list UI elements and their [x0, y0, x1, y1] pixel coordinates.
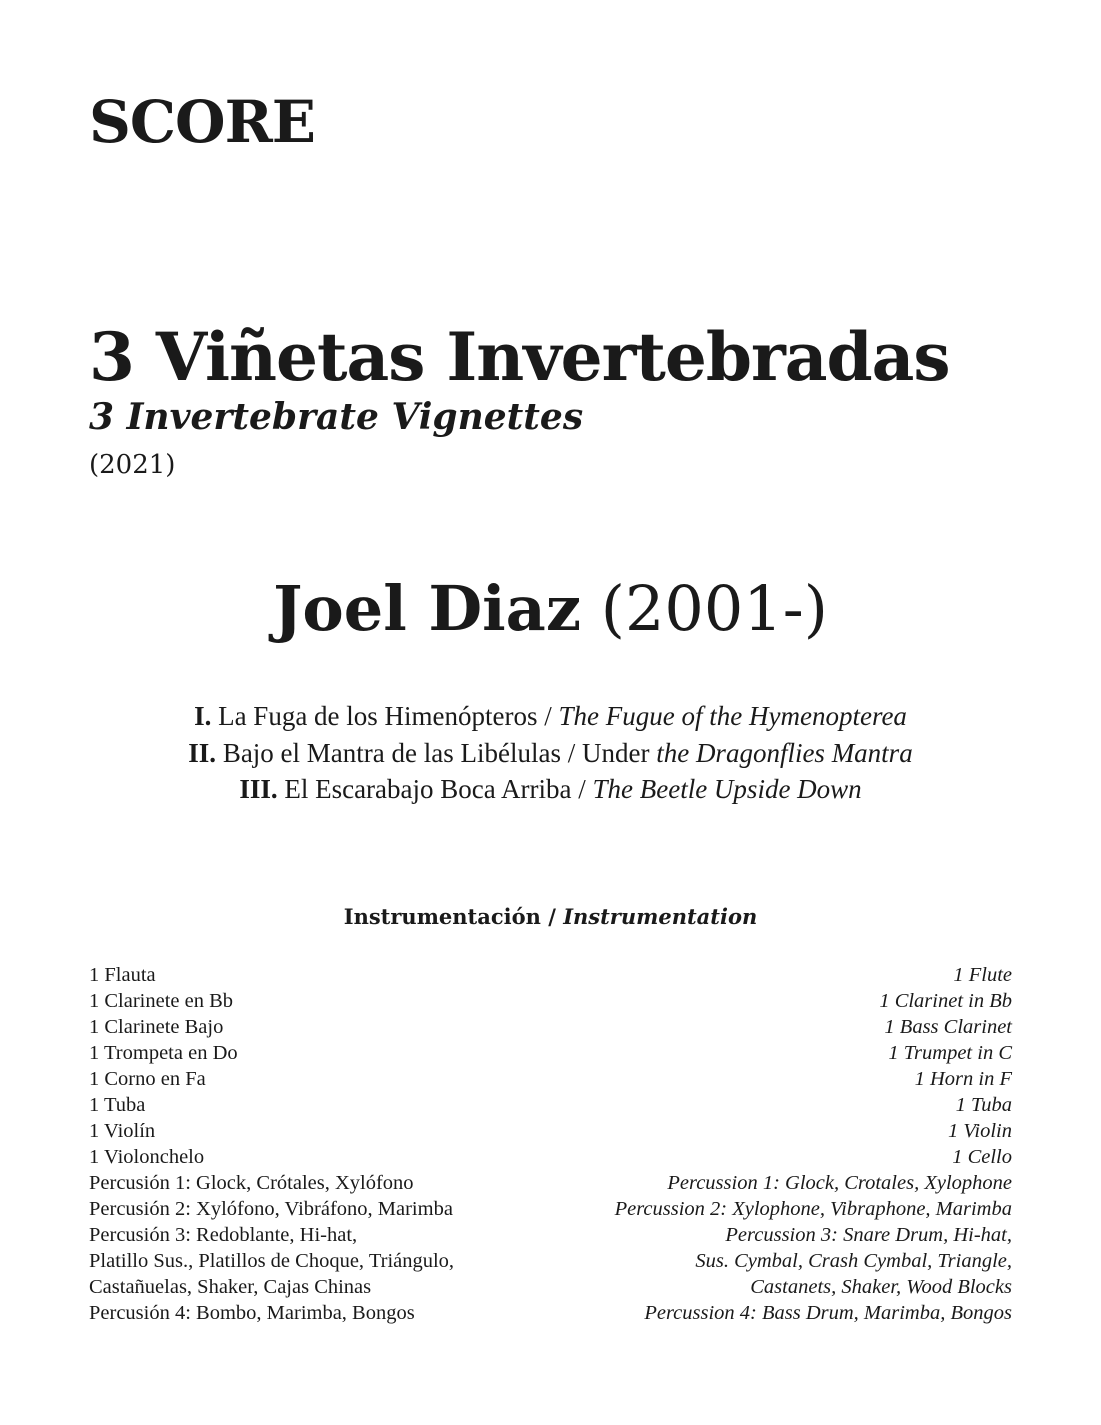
- movement-title-en: The Fugue of the Hymenopterea: [558, 701, 907, 731]
- movement-title-es: Bajo el Mantra de las Libélulas /: [222, 737, 576, 768]
- instrument-item-en: 1 Violin: [948, 1120, 1012, 1142]
- composer-name: Joel Diaz: [273, 572, 582, 645]
- instrument-item-es: 1 Clarinete Bajo: [89, 1016, 224, 1038]
- instrument-list-en: [615, 962, 1012, 1326]
- instrument-item-en: Percussion 1: Glock, Crotales, Xylophone: [667, 1172, 1012, 1194]
- movement-title-es: El Escarabajo Boca Arriba /: [284, 774, 586, 804]
- instrument-item-en: 1 Cello: [952, 1146, 1012, 1168]
- instrument-item-en: 1 Tuba: [955, 1094, 1012, 1116]
- instrument-item-en: 1 Clarinet in Bb: [879, 990, 1012, 1012]
- instrument-item-es: 1 Violonchelo: [89, 1146, 205, 1168]
- composition-year: (2021): [89, 450, 176, 480]
- subtitle: 3 Invertebrate Vignettes: [89, 396, 584, 438]
- movement-list: [0, 698, 1101, 808]
- instrument-item-en: Sus. Cymbal, Crash Cymbal, Triangle,: [695, 1250, 1012, 1272]
- instrument-item-es: 1 Violín: [89, 1120, 156, 1142]
- instrument-item-es: Percusión 3: Redoblante, Hi-hat,: [89, 1224, 358, 1246]
- instrument-item-es: Percusión 1: Glock, Crótales, Xylófono: [89, 1172, 414, 1194]
- score-label: SCORE: [89, 88, 315, 156]
- instrument-item-en: Percussion 4: Bass Drum, Marimba, Bongos: [644, 1302, 1012, 1324]
- movement-title-en: the Dragonflies Mantra: [656, 737, 913, 768]
- movement-number: I.: [194, 701, 212, 731]
- movement-title-es: La Fuga de los Himenópteros /: [218, 701, 552, 731]
- instrument-item-es: 1 Trompeta en Do: [89, 1042, 238, 1064]
- movement-number: II.: [188, 737, 217, 768]
- instrument-item-en: 1 Bass Clarinet: [884, 1016, 1012, 1038]
- composer-dates: (2001-): [600, 572, 828, 645]
- movement-item: [0, 735, 1101, 772]
- instrument-list-es: [89, 962, 454, 1326]
- instrument-item-es: 1 Tuba: [89, 1094, 146, 1116]
- instrument-item-es: Castañuelas, Shaker, Cajas Chinas: [89, 1276, 372, 1298]
- movement-item: [0, 698, 1101, 735]
- instrument-item-en: 1 Flute: [953, 964, 1012, 986]
- instrument-item-es: 1 Corno en Fa: [89, 1068, 206, 1090]
- instrument-item-en: Percussion 2: Xylophone, Vibraphone, Marimba: [614, 1198, 1012, 1220]
- instrument-item-es: Percusión 4: Bombo, Marimba, Bongos: [89, 1302, 415, 1324]
- instrumentation-heading-en: Instrumentation: [563, 904, 758, 929]
- instrument-item-es: Percusión 2: Xylófono, Vibráfono, Marimba: [89, 1198, 453, 1220]
- instrument-item-es: 1 Clarinete en Bb: [89, 990, 234, 1012]
- instrumentation-heading-es: Instrumentación /: [343, 904, 556, 929]
- instrument-item-en: Percussion 3: Snare Drum, Hi-hat,: [725, 1224, 1012, 1246]
- instrument-item-en: Castanets, Shaker, Wood Blocks: [750, 1276, 1012, 1298]
- instrumentation-heading: [0, 904, 1101, 929]
- composer-line: [0, 572, 1101, 645]
- instrument-item-es: Platillo Sus., Platillos de Choque, Triángulo,: [89, 1250, 455, 1272]
- instrument-item-en: 1 Trumpet in C: [888, 1042, 1012, 1064]
- instrument-item-es: 1 Flauta: [89, 964, 156, 986]
- movement-number: III.: [239, 774, 278, 804]
- movement-item: [0, 771, 1101, 808]
- main-title: 3 Viñetas Invertebradas: [89, 318, 950, 396]
- movement-title-en: The Beetle Upside Down: [592, 774, 862, 804]
- instrument-item-en: 1 Horn in F: [914, 1068, 1012, 1090]
- movement-title-en-prefix: Under: [581, 737, 650, 768]
